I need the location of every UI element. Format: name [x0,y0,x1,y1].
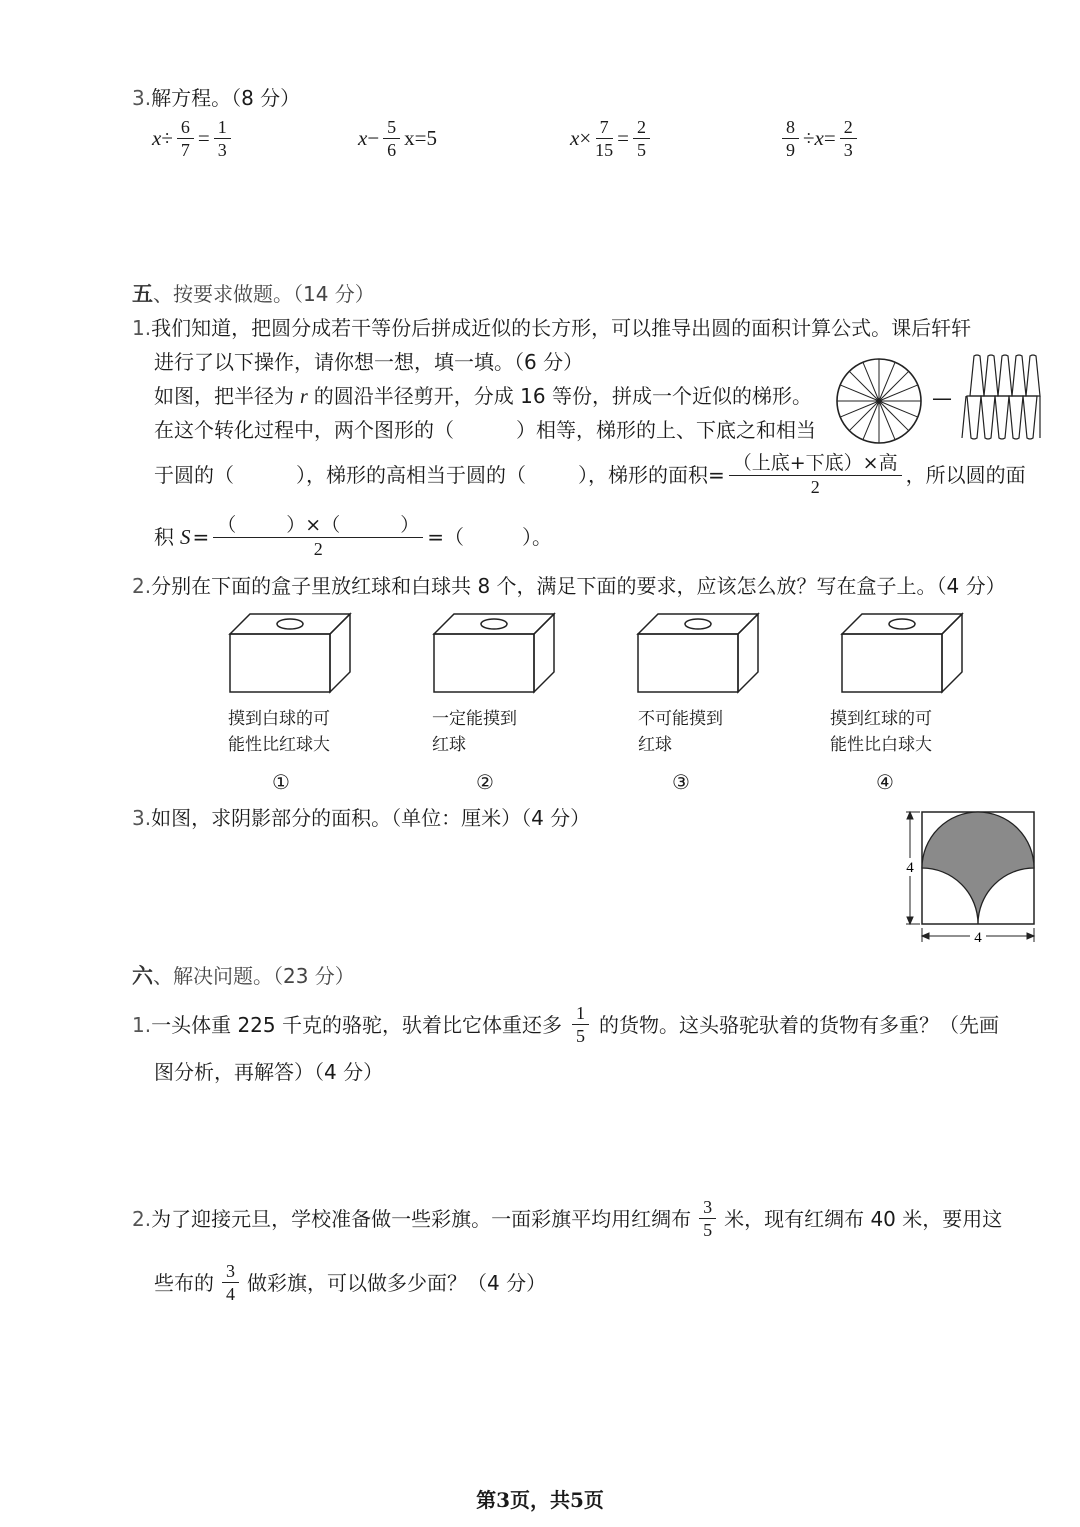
box-1-requirement: 摸到白球的可 能性比红球大 [228,709,330,755]
section6-score: （23 分） [273,964,355,988]
s5q1-line1: 1.我们知道，把圆分成若干等份后拼成近似的长方形，可以推导出圆的面积计算公式。课后轩轩 [132,316,972,340]
eq4-var: x [814,126,824,150]
page-number-footer: 第3页，共5页 [476,1488,604,1512]
width-dimension-label: 4 [974,930,982,946]
s5q1-line3: 如图，把半径为 r 的圆沿半径剪开，分成 16 等份，拼成一个近似的梯形。 [154,384,812,408]
s6q2-frac-1: $\frac{3}{5}$ [699,1198,716,1239]
q3-title: 解方程。 [151,86,232,110]
s5q1-line5: 于圆的（ ），梯形的高相当于圆的（ ），梯形的面积= $\frac{\text{（上底+下底）×高}}{2}$ ，所以圆的面 [154,452,1026,497]
section5-score: （14 分） [293,282,375,306]
eq3-frac: $\frac{7}{15}$ [595,117,614,160]
eq3-op: × [579,126,592,150]
s5q1-line2: 进行了以下操作，请你想一想，填一填。（6 分） [154,350,584,374]
box-3-requirement: 不可能摸到 红球 [638,709,723,755]
s6q2-number: 2. [132,1206,152,1231]
equation-3 [570,118,654,159]
s5q1-number: 1. [132,316,152,340]
eq2-var: x [358,126,368,150]
box-2-requirement: 一定能摸到 红球 [432,709,517,755]
box-3-mark: ③ [672,770,690,794]
eq4-op: ÷ [803,126,815,150]
s6q1-number: 1. [132,1012,152,1037]
eq2-op: − [367,126,380,150]
eq1-var: x [152,126,162,150]
height-dimension-label: 4 [906,860,914,876]
eq2-tail: x=5 [404,126,438,150]
q3-header [132,84,300,112]
eq3-equals: = [617,126,630,150]
trapezoid-figure [960,352,1044,442]
eq1-frac: $\frac{6}{7}$ [177,118,194,159]
eq3-result: $\frac{2}{5}$ [633,118,650,159]
box-4-requirement: 摸到红球的可 能性比白球大 [830,709,932,755]
eq3-var: x [570,126,580,150]
eq1-equals: = [197,126,210,150]
s6q2-frac-2: $\frac{3}{4}$ [222,1262,239,1303]
ball-box-4[interactable] [840,612,964,694]
trapezoid-area-formula: $\frac{\text{（上底+下底）×高}}{2}$ [729,454,902,496]
s6q1-line1: 1. 一头体重 225 千克的骆驼，驮着比它体重还多 $\frac{1}{5}$ 的货物。这头骆驼驮着的货物有多重？（先画 [132,1003,999,1046]
eq2-frac: $\frac{5}{6}$ [383,118,400,159]
eq1-result: $\frac{1}{3}$ [214,118,231,159]
box-1-mark: ① [272,770,290,794]
s5q1-line4: 在这个转化过程中，两个图形的（ ）相等，梯形的上、下底之和相当 [154,418,816,442]
section6-title: 、解决问题。 [153,964,273,988]
s5q1-line6: 积 S = $\frac{( )\times( )}{2}$ =（ ）。 [154,514,552,559]
section6-header [132,962,355,990]
section5-header [132,280,375,308]
eq4-frac: $\frac{8}{9}$ [782,118,799,159]
section6-number: 六 [132,964,153,988]
q3-number: 3. [132,86,152,110]
s6q2-line2: 些布的 $\frac{3}{4}$ 做彩旗，可以做多少面？（4 分） [154,1261,547,1304]
circle-area-formula: $\frac{( )\times( )}{2}$ [213,516,423,558]
ball-box-2[interactable] [432,612,556,694]
q3-score: （8 分） [231,86,301,110]
s5q3-number: 3. [132,806,152,830]
s6q1-frac: $\frac{1}{5}$ [572,1004,589,1045]
section5-title: 、按要求做题。 [153,282,293,306]
s6q1-line2: 图分析，再解答）（4 分） [154,1060,384,1084]
s6q2-line1: 2. 为了迎接元旦，学校准备做一些彩旗。一面彩旗平均用红绸布 $\frac{3}{5}$ 米，现有红绸布 40 米，要用这 [132,1197,1003,1240]
ball-box-3[interactable] [636,612,760,694]
eq1-op: ÷ [161,126,173,150]
circle-sectors-figure [834,356,924,446]
transform-arrow: — [932,386,952,410]
s5q3-text: 3.如图，求阴影部分的面积。（单位：厘米）（4 分） [132,806,591,830]
box-2-mark: ② [476,770,494,794]
box-4-mark: ④ [876,770,894,794]
ball-box-1[interactable] [228,612,352,694]
s5q2-text: 2.分别在下面的盒子里放红球和白球共 8 个，满足下面的要求，应该怎么放？写在盒子上。（4 分） [132,574,1006,598]
equation-4 [778,118,861,159]
s5q2-number: 2. [132,574,152,598]
eq4-equals: = [823,126,836,150]
equation-1 [152,118,235,159]
equation-2 [358,118,437,159]
shaded-area-figure [900,806,1040,948]
eq4-result: $\frac{2}{3}$ [840,118,857,159]
section5-number: 五 [132,282,153,306]
